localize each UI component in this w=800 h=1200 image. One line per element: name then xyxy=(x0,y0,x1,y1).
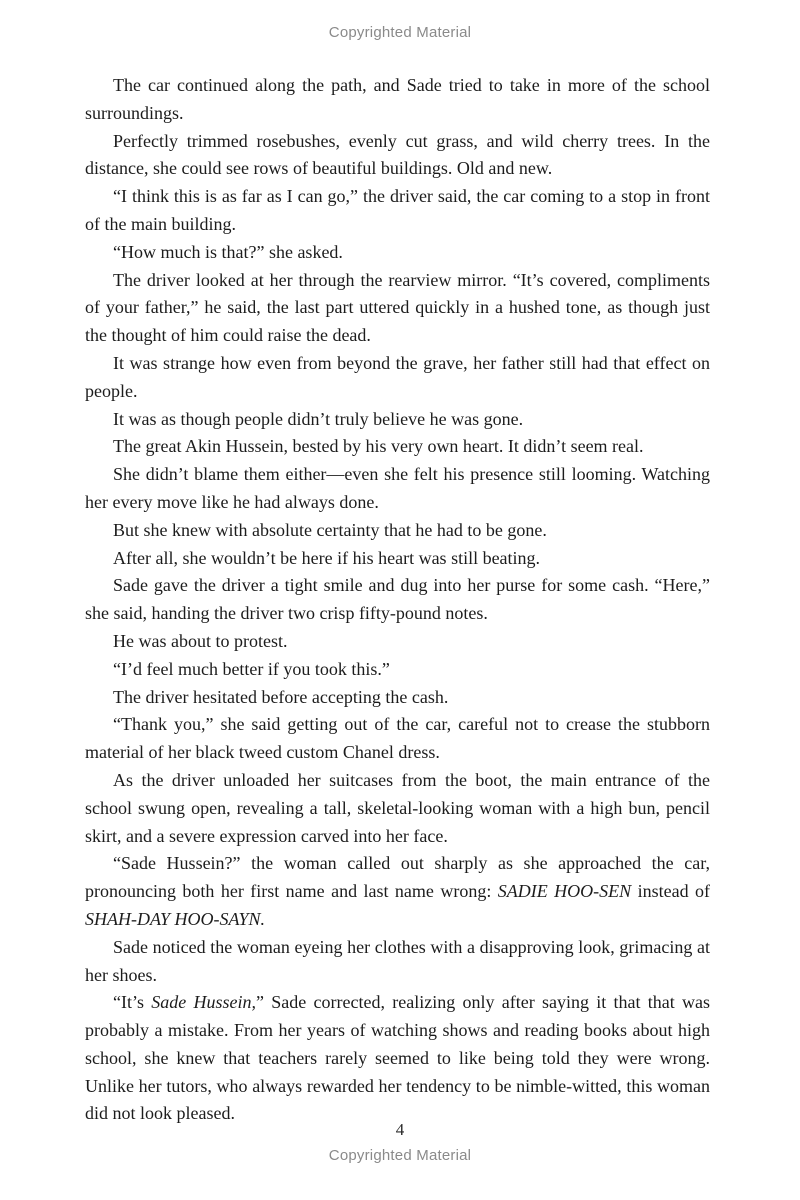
italic-text-run: SADIE HOO-SEN xyxy=(497,881,632,902)
paragraph xyxy=(85,684,710,712)
text-run: He was about to protest. xyxy=(113,630,288,651)
paragraph xyxy=(85,461,710,517)
header-copyright-notice: Copyrighted Material xyxy=(328,24,472,41)
paragraph xyxy=(85,239,710,267)
page-number: 4 xyxy=(395,1120,405,1139)
text-run: It was strange how even from beyond the grave, her father still had that effect on people. xyxy=(85,352,710,401)
footer-copyright-notice: Copyrighted Material xyxy=(328,1147,472,1164)
text-run: “Sade Hussein?” the woman called out sharply as she approached the car, pronouncing both her first name and last name wrong: xyxy=(85,853,710,902)
text-run: “Thank you,” she said getting out of the car, careful not to crease the stubborn material of her black tweed custom Chanel dress. xyxy=(85,714,710,763)
paragraph xyxy=(85,72,710,128)
paragraph xyxy=(85,934,710,990)
text-run: instead of xyxy=(631,881,710,902)
page-body xyxy=(85,72,710,1128)
text-run: She didn’t blame them either—even she felt his presence still looming. Watching her every move like he had always done. xyxy=(85,464,710,512)
paragraph xyxy=(85,656,710,684)
paragraph xyxy=(85,350,710,406)
text-run: But she knew with absolute certainty that he had to be gone. xyxy=(113,519,547,540)
text-run: As the driver unloaded her suitcases from the boot, the main entrance of the school swung open, revealing a tall, skeletal-looking woman with a high bun, pencil skirt, and a severe expression carved into her face. xyxy=(85,769,710,846)
paragraph xyxy=(85,517,710,545)
text-run: Sade gave the driver a tight smile and dug into her purse for some cash. “Here,” she said, handing the driver two crisp fifty-pound notes. xyxy=(85,575,710,624)
paragraph xyxy=(85,572,710,628)
italic-text-run: Sade Hussein, xyxy=(151,992,257,1013)
text-run: “How much is that?” she asked. xyxy=(113,241,343,262)
text-run: After all, she wouldn’t be here if his heart was still beating. xyxy=(113,547,541,568)
text-run: “It’s xyxy=(113,992,152,1013)
italic-text-run: SHAH-DAY HOO-SAYN. xyxy=(85,908,266,929)
text-run: The driver hesitated before accepting the cash. xyxy=(113,686,449,707)
paragraph xyxy=(85,267,710,350)
paragraph xyxy=(85,767,710,850)
paragraph xyxy=(85,128,710,184)
text-run: The car continued along the path, and Sade tried to take in more of the school surroundings. xyxy=(85,75,710,123)
text-run: “I think this is as far as I can go,” the driver said, the car coming to a stop in front of the main building. xyxy=(85,186,710,234)
paragraph xyxy=(85,183,710,239)
paragraph xyxy=(85,545,710,573)
text-run: ” Sade corrected, realizing only after saying it that that was probably a mistake. From her years of watching shows and reading books about high school, she knew that teachers rarely seemed to like being told they were wrong. Unlike her tutors, who always rewarded her tendency to be nimble-witted, this woman did not look pleased. xyxy=(85,992,710,1124)
page-footer xyxy=(0,1120,800,1164)
paragraph xyxy=(85,850,710,933)
paragraph xyxy=(85,406,710,434)
paragraph xyxy=(85,433,710,461)
text-run: It was as though people didn’t truly believe he was gone. xyxy=(113,408,524,429)
text-run: Sade noticed the woman eyeing her clothes with a disapproving look, grimacing at her shoes. xyxy=(85,936,710,985)
text-run: The driver looked at her through the rearview mirror. “It’s covered, compliments of your father,” he said, the last part uttered quickly in a hushed tone, as though just the thought of him could raise the dead. xyxy=(85,269,710,346)
paragraph xyxy=(85,628,710,656)
paragraph xyxy=(85,989,710,1128)
paragraph xyxy=(85,711,710,767)
text-run: Perfectly trimmed rosebushes, evenly cut grass, and wild cherry trees. In the distance, she could see rows of beautiful buildings. Old and new. xyxy=(85,130,710,179)
text-run: “I’d feel much better if you took this.” xyxy=(113,658,390,679)
text-run: The great Akin Hussein, bested by his very own heart. It didn’t seem real. xyxy=(113,436,644,457)
